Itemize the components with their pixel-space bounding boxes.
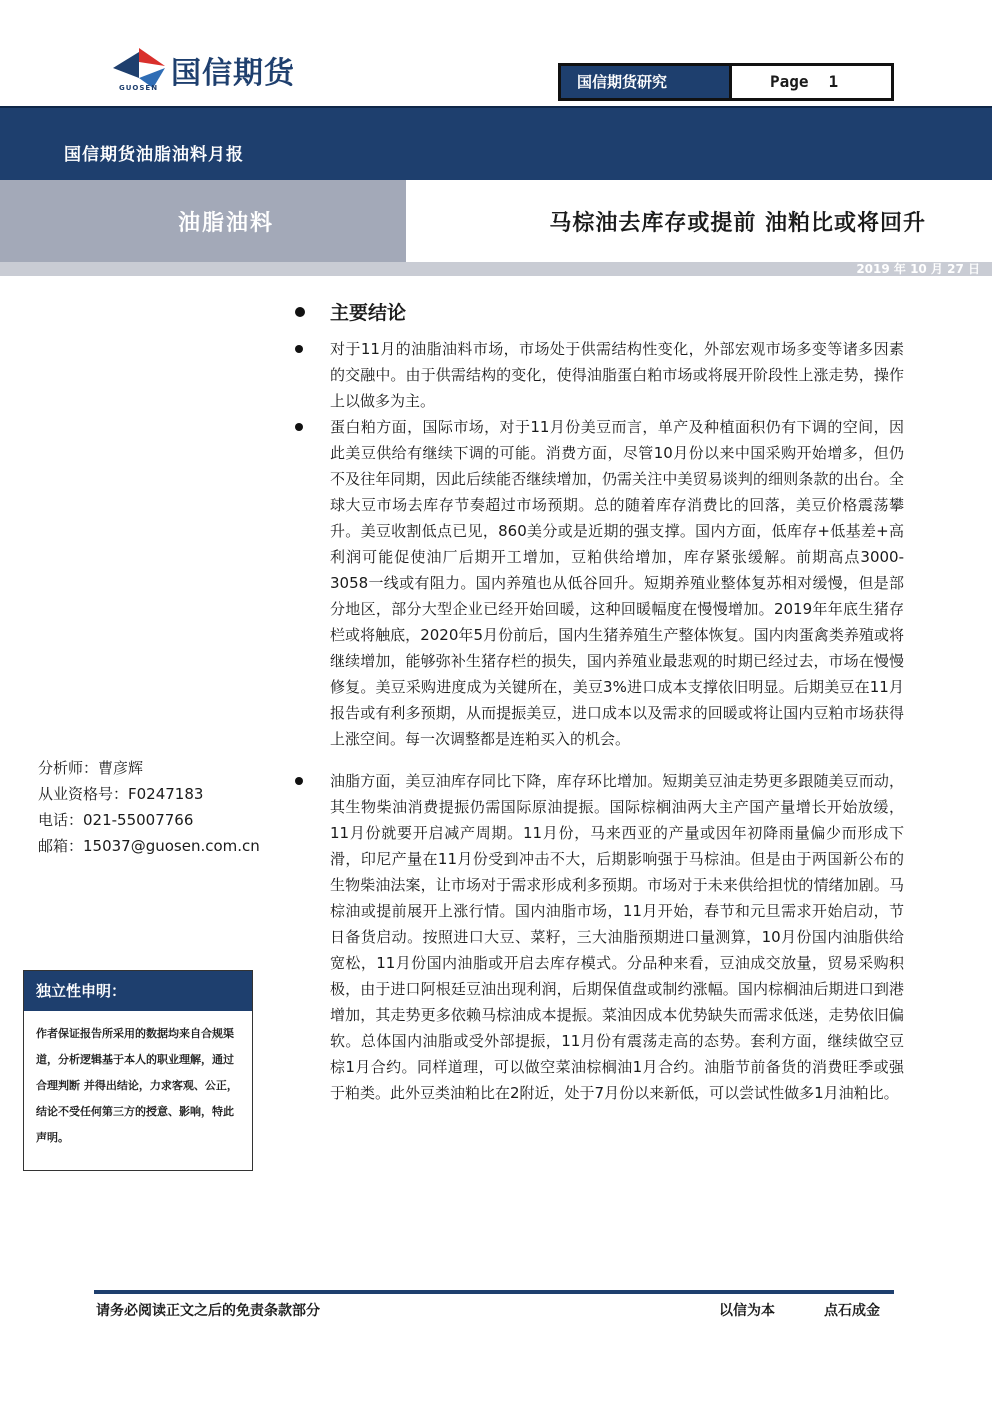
company-logo — [113, 44, 353, 94]
analyst-email[interactable]: 邮箱：15037@guosen.com.cn — [38, 837, 260, 855]
series-title: 国信期货油脂油料月报 — [64, 145, 244, 165]
research-label: 国信期货研究 — [561, 66, 729, 98]
page-indicator — [729, 66, 891, 98]
footer-divider — [94, 1290, 894, 1294]
report-headline: 马棕油去库存或提前 油粕比或将回升 — [549, 211, 926, 236]
logo-sub-text: GUOSEN — [119, 84, 159, 92]
bullet-icon — [295, 345, 303, 353]
paragraph-text: 油脂方面，美豆油库存同比下降，库存环比增加。短期美豆油走势更多跟随美豆而动，其生物柴油消费提振仍需国际原油提振。国际棕榈油两大主产国产量增长开始放缓，11月份就要开启减产周期。11月份，马来西亚的产量或因年初降雨量偏少而形成下滑，印尼产量在11月份受到冲击不大，后期影响强于马棕油。但是由于两国新公布的生物柴油法案，让市场对于需求形成利多预期。市场对于未来供给担忧的情绪加剧。马棕油或提前展开上涨行情。国内油脂市场，11月开始，春节和元旦需求开始启动，节日备货启动。按照进口大豆、菜籽，三大油脂预期进口量测算，10月份国内油脂供给宽松，11月份国内油脂或开启去库存模式。分品种来看，豆油成交放量，贸易采购积极，由于进口阿根廷豆油出现利润，后期保值盘或制约涨幅。国内棕榈油后期进口到港增加，其走势更多依赖马棕油成本提振。菜油因成本优势缺失而需求低迷，走势依旧偏软。总体国内油脂或受外部提振，11月份有震荡走高的态势。套利方面，继续做空豆棕1月合约。同样道理，可以做空菜油棕榈油1月合约。油脂节前备货的消费旺季或强于粕类。此外豆类油粕比在2附近，处于7月份以来新低，可以尝试性做多1月油粕比。 — [330, 772, 904, 1102]
bullet-icon — [295, 307, 305, 317]
conclusion-paragraph — [292, 768, 904, 1106]
bullet-icon — [295, 423, 303, 431]
page-number: 1 — [828, 72, 839, 91]
headline-panel — [406, 180, 992, 262]
footer-slogan: 点石成金 — [824, 1303, 880, 1319]
main-conclusions — [292, 296, 904, 1106]
category-panel — [0, 180, 406, 262]
date-strip — [0, 262, 992, 276]
analyst-certificate: 从业资格号：F0247183 — [38, 785, 204, 803]
report-date: 2019 年 10 月 27 日 — [856, 262, 980, 276]
independence-statement — [23, 970, 253, 1171]
section-title: 主要结论 — [330, 302, 407, 324]
title-banner — [0, 180, 992, 262]
paragraph-text: 蛋白粕方面，国际市场，对于11月份美豆而言，单产及种植面积仍有下调的空间，因此美豆供给有继续下调的可能。消费方面，尽管10月份以来中国采购开始增多，但仍不及往年同期，因此后续能否继续增加，仍需关注中美贸易谈判的细则条款的出台。全球大豆市场去库存节奏超过市场预期。总的随着库存消费比的回落，美豆价格震荡攀升。美豆收割低点已见，860美分或是近期的强支撑。国内方面，低库存+低基差+高利润可能促使油厂后期开工增加，豆粕供给增加，库存紧张缓解。前期高点3000-3058一线或有阻力。国内养殖也从低谷回升。短期养殖业整体复苏相对缓慢，但是部分地区，部分大型企业已经开始回暖，这种回暖幅度在慢慢增加。2019年年底生猪存栏或将触底，2020年5月份前后，国内生猪养殖生产整体恢复。国内肉蛋禽类养殖或将继续增加，能够弥补生猪存栏的损失，国内养殖业最悲观的时期已经过去，市场在慢慢修复。美豆采购进度成为关键所在，美豆3%进口成本支撑依旧明显。后期美豆在11月报告或有利多预期，从而提振美豆，进口成本以及需求的回暖或将让国内豆粕市场获得上涨空间。每一次调整都是连粕买入的机会。 — [330, 418, 904, 748]
conclusion-paragraph — [292, 414, 904, 752]
statement-text: 作者保证报告所采用的数据均来自合规渠道，分析逻辑基于本人的职业理解，通过合理判断 并得出结论，力求客观、公正，结论不受任何第三方的授意、影响，特此声明。 — [36, 1027, 238, 1144]
series-banner — [0, 106, 992, 182]
analyst-name: 分析师：曹彦辉 — [38, 759, 144, 777]
header-info-box — [558, 63, 894, 101]
conclusion-paragraph — [292, 336, 904, 414]
footer-disclaimer: 请务必阅读正文之后的免责条款部分 — [96, 1303, 320, 1319]
footer-slogan: 以信为本 — [719, 1303, 775, 1319]
analyst-info — [38, 755, 288, 859]
section-heading — [292, 296, 904, 330]
bullet-icon — [295, 777, 303, 785]
analyst-phone: 电话：021-55007766 — [38, 811, 194, 829]
logo-text: 国信期货 — [171, 56, 295, 91]
statement-title: 独立性申明： — [24, 971, 252, 1011]
category-label: 油脂油料 — [178, 211, 275, 236]
page-label: Page — [770, 72, 809, 91]
paragraph-text: 对于11月的油脂油料市场，市场处于供需结构性变化，外部宏观市场多变等诸多因素的交融中。由于供需结构的变化，使得油脂蛋白粕市场或将展开阶段性上涨走势，操作上以做多为主。 — [330, 340, 904, 410]
